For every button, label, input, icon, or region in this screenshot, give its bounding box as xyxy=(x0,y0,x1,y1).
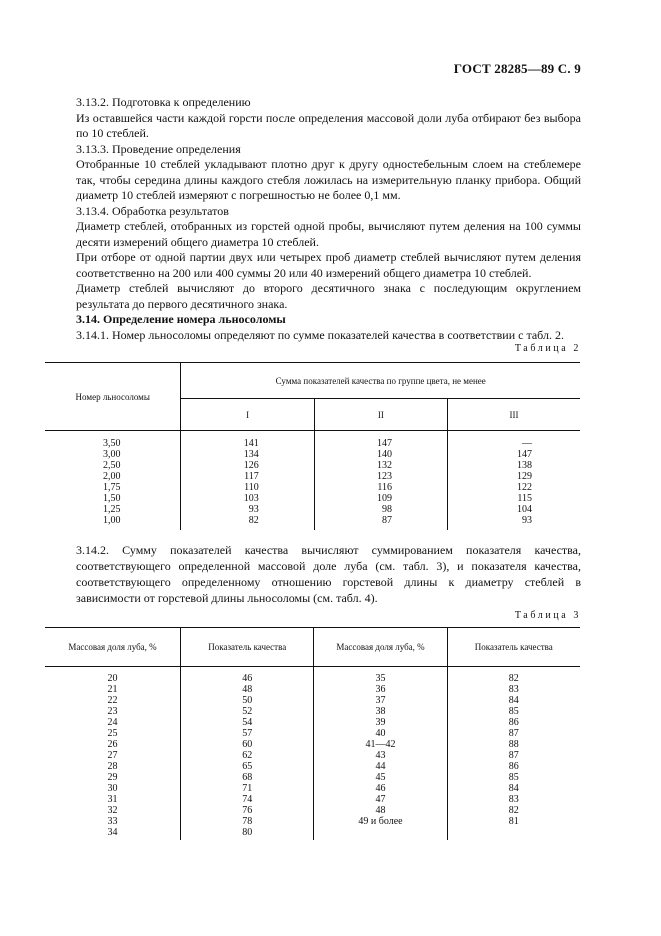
table3-row xyxy=(45,783,580,794)
table3-cell: 84 xyxy=(447,783,580,794)
paragraph-3142: 3.14.2. Сумму показателей качества вычисляют суммированием показателя качества, соответствующего определенной массовой доле луба (см. табл. 3), и показателя качества, соответствующего определенному отношению горстевой длины к диаметру стеблей в зависимости от горстевой длины льносоломы (см. табл. 4). xyxy=(76,543,581,605)
table2-cell: 117 xyxy=(181,471,314,482)
table2-row xyxy=(45,460,580,471)
table3-cell: 84 xyxy=(447,695,580,706)
table3-cell: 21 xyxy=(107,684,118,695)
table2-row xyxy=(45,504,580,515)
table3-cell: 47 xyxy=(314,794,447,805)
table3-cell: 29 xyxy=(107,772,118,783)
table2-cell: 98 xyxy=(314,504,447,515)
table2-cell: 3,00 xyxy=(102,449,121,460)
table3-cell: 87 xyxy=(447,750,580,761)
table3-body xyxy=(45,667,580,841)
table3-cell: 87 xyxy=(447,728,580,739)
table3-cell: 52 xyxy=(181,706,314,717)
table2-row xyxy=(45,515,580,530)
paragraph: Диаметр стеблей, отобранных из горстей одной пробы, вычисляют путем деления на 100 суммы десяти измерений общего диаметра 10 стеблей. xyxy=(76,219,581,249)
paragraph: Диаметр стеблей вычисляют до второго десятичного знака с последующим округлением результата до первого десятичного знака. xyxy=(76,281,581,311)
table3-cell: 45 xyxy=(314,772,447,783)
table3-header: Массовая доля луба, % xyxy=(314,628,447,667)
table2-cell: 122 xyxy=(447,482,580,493)
table3-cell: 88 xyxy=(447,739,580,750)
table2-cell: 140 xyxy=(314,449,447,460)
paragraph: Отобранные 10 стеблей укладывают плотно друг к другу одностебельным слоем на стеблемере так, чтобы середина длины каждого стебля ложилась на измерительную планку прибора. Общий диаметр 10 стеблей измеряют с погрешностью не более 0,1 мм. xyxy=(76,157,581,202)
table2-cell: 147 xyxy=(314,431,447,450)
table3-cell: 65 xyxy=(181,761,314,772)
table2-cell: 1,75 xyxy=(102,482,121,493)
paragraph-3141: 3.14.1. Номер льносоломы определяют по сумме показателей качества в соответствии с табл. 2. xyxy=(76,327,564,342)
table3-cell: 54 xyxy=(181,717,314,728)
table3-cell: 50 xyxy=(181,695,314,706)
table2-cell: 116 xyxy=(314,482,447,493)
table2-caption: Таблица 2 xyxy=(514,343,581,354)
table2-cell: 93 xyxy=(447,515,580,530)
table3-cell: 31 xyxy=(107,794,118,805)
table3-caption: Таблица 3 xyxy=(514,610,581,621)
table3-row xyxy=(45,805,580,816)
table3-row xyxy=(45,739,580,750)
table2-cell: 115 xyxy=(447,493,580,504)
table2-row xyxy=(45,449,580,460)
table3-header: Показатель качества xyxy=(447,628,580,667)
table3-cell: 74 xyxy=(181,794,314,805)
table3-cell: 68 xyxy=(181,772,314,783)
table3-cell: 36 xyxy=(314,684,447,695)
table3-cell: 46 xyxy=(181,667,314,685)
table2-cell: 93 xyxy=(181,504,314,515)
table3-cell: 26 xyxy=(107,739,118,750)
table3-cell: 20 xyxy=(107,673,118,684)
table3-cell: 22 xyxy=(107,695,118,706)
table2-cell: 147 xyxy=(447,449,580,460)
table3-cell: 80 xyxy=(181,827,314,840)
table2-cell: 103 xyxy=(181,493,314,504)
table3-cell: 85 xyxy=(447,706,580,717)
table3-cell: 48 xyxy=(181,684,314,695)
table2-row xyxy=(45,482,580,493)
table3-cell: 82 xyxy=(447,667,580,685)
table3-cell: 60 xyxy=(181,739,314,750)
table2-cell: 126 xyxy=(181,460,314,471)
table2-cell: 104 xyxy=(447,504,580,515)
table3-row xyxy=(45,695,580,706)
table3-header: Массовая доля луба, % xyxy=(68,642,157,652)
table3-cell: 23 xyxy=(107,706,118,717)
heading-3132: 3.13.2. Подготовка к определению xyxy=(76,95,251,109)
table3-cell: 46 xyxy=(314,783,447,794)
table2-cell: 132 xyxy=(314,460,447,471)
table3-row xyxy=(45,761,580,772)
table3-row xyxy=(45,728,580,739)
table2-cell: 87 xyxy=(314,515,447,530)
table3-cell xyxy=(447,827,580,840)
table3-cell: 40 xyxy=(314,728,447,739)
table2-cell: 141 xyxy=(181,431,314,450)
table2-cell: 2,50 xyxy=(102,460,121,471)
table2-cell: 110 xyxy=(181,482,314,493)
table3-row xyxy=(45,717,580,728)
heading-3133: 3.13.3. Проведение определения xyxy=(76,141,241,156)
table3-cell: 24 xyxy=(107,717,118,728)
heading-3134: 3.13.4. Обработка результатов xyxy=(76,203,229,218)
table2-body xyxy=(45,431,580,531)
table3-cell: 49 и более xyxy=(314,816,447,827)
table3-cell: 85 xyxy=(447,772,580,783)
table3-cell: 30 xyxy=(107,783,118,794)
table3-row xyxy=(45,827,580,840)
table3-cell: 41—42 xyxy=(314,739,447,750)
table3-cell: 43 xyxy=(314,750,447,761)
table3-cell: 86 xyxy=(447,717,580,728)
table2-cell: 1,00 xyxy=(102,515,121,526)
table3-row xyxy=(45,816,580,827)
table-3 xyxy=(45,627,580,840)
table3-row xyxy=(45,772,580,783)
table3-cell: 48 xyxy=(314,805,447,816)
table2-cell: 1,50 xyxy=(102,493,121,504)
table3-cell: 86 xyxy=(447,761,580,772)
table2-cell: 1,25 xyxy=(102,504,121,515)
body-text xyxy=(76,95,581,343)
table3-cell: 27 xyxy=(107,750,118,761)
table3-cell: 81 xyxy=(447,816,580,827)
table3-cell: 38 xyxy=(314,706,447,717)
table3-cell: 37 xyxy=(314,695,447,706)
table3-cell: 34 xyxy=(107,827,118,838)
table3-cell: 35 xyxy=(314,667,447,685)
table3-row xyxy=(45,706,580,717)
page-header: ГОСТ 28285—89 С. 9 xyxy=(453,61,581,76)
table3-cell: 71 xyxy=(181,783,314,794)
table2-cell: 82 xyxy=(181,515,314,530)
table2-cell: — xyxy=(447,431,580,450)
table3-cell: 78 xyxy=(181,816,314,827)
table3-cell: 62 xyxy=(181,750,314,761)
table3-cell: 33 xyxy=(107,816,118,827)
table2-cell: 129 xyxy=(447,471,580,482)
table2-subheader: I xyxy=(181,399,314,431)
table2-header-group: Сумма показателей качества по группе цвета, не менее xyxy=(181,363,580,399)
table3-row xyxy=(45,684,580,695)
table3-cell: 57 xyxy=(181,728,314,739)
table3-row xyxy=(45,667,580,685)
table2-row xyxy=(45,471,580,482)
table3-row xyxy=(45,750,580,761)
table3-cell: 28 xyxy=(107,761,118,772)
table2-cell: 3,50 xyxy=(102,438,121,449)
table2-subheader: III xyxy=(447,399,580,431)
paragraph: Из оставшейся части каждой горсти после определения массовой доли луба отбирают без выбора по 10 стеблей. xyxy=(76,110,581,140)
table2-cell: 2,00 xyxy=(102,471,121,482)
table2-header-number: Номер льносоломы xyxy=(45,363,181,431)
table3-header: Показатель качества xyxy=(181,628,314,667)
table3-cell: 83 xyxy=(447,684,580,695)
table2-row xyxy=(45,431,580,450)
table-2 xyxy=(45,362,580,530)
table2-cell: 123 xyxy=(314,471,447,482)
table3-cell: 83 xyxy=(447,794,580,805)
paragraph: При отборе от одной партии двух или четырех проб диаметр стеблей вычисляют путем деления соответственно на 200 или 400 суммы 20 или 40 измерений общего диаметра 10 стеблей. xyxy=(76,250,581,280)
table2-cell: 138 xyxy=(447,460,580,471)
table2-row xyxy=(45,493,580,504)
table3-cell: 82 xyxy=(447,805,580,816)
table2-cell: 109 xyxy=(314,493,447,504)
table3-cell: 32 xyxy=(107,805,118,816)
table3-cell: 25 xyxy=(107,728,118,739)
table2-cell: 134 xyxy=(181,449,314,460)
table3-row xyxy=(45,794,580,805)
table3-cell: 44 xyxy=(314,761,447,772)
table3-cell: 76 xyxy=(181,805,314,816)
table3-cell: 39 xyxy=(314,717,447,728)
table3-cell xyxy=(314,827,447,840)
table2-subheader: II xyxy=(314,399,447,431)
section-heading-314: 3.14. Определение номера льносоломы xyxy=(76,312,286,326)
